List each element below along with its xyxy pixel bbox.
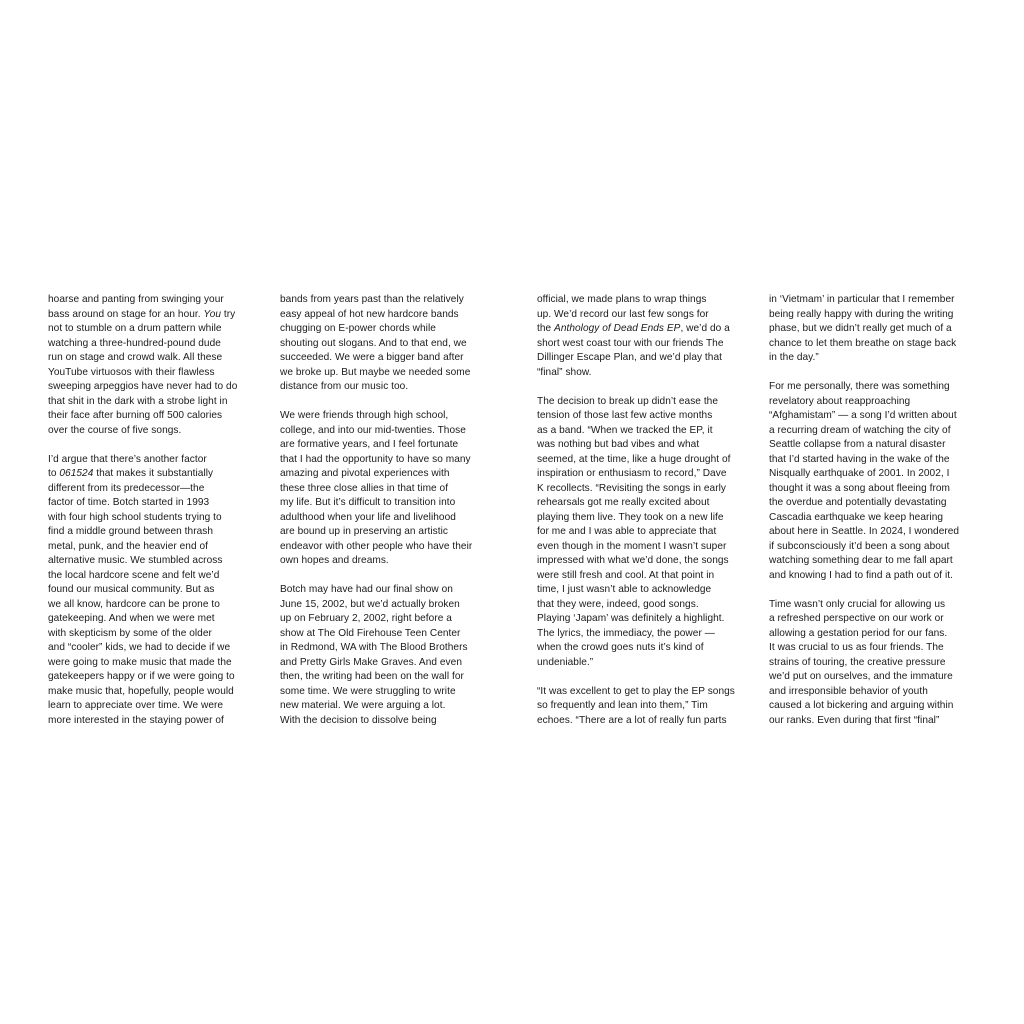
paragraph [48,453,253,729]
text-line: “final” show. [537,366,592,378]
text-line: adulthood when your life and livelihood [280,511,456,523]
text-line: make music that, hopefully, people would [48,685,234,697]
text-line: being really happy with during the writing [769,308,954,320]
text-line: official, we made plans to wrap things [537,294,707,305]
text-line: June 15, 2002, but we’d actually broken [280,598,460,610]
text-line: we’d put on ourselves, and the immature [769,671,953,682]
text-line: the Anthology of Dead Ends EP, we’d do a [537,323,730,334]
text-line: inspiration or enthusiasm to record,” Dave [537,468,727,479]
text-line: gatekeeping. And when we were met [48,613,215,624]
text-line: easy appeal of hot new hardcore bands [280,308,459,320]
text-line: as a band. “When we tracked the EP, it [537,424,713,436]
text-line: with skepticism by some of the older [48,627,212,639]
paragraph [769,293,984,366]
text-line: the overdue and potentially devastating [769,497,947,508]
text-column-4 [769,293,984,728]
text-line: not to stumble on a drum pattern while [48,323,222,334]
text-line: bass around on stage for an hour. You try [48,308,236,320]
text-line: up. We’d record our last few songs for [537,308,709,320]
text-line: playing them live. They took on a new life [537,511,724,523]
text-line: for me and I was able to appreciate that [537,526,717,537]
text-line: in ‘Vietmam’ in particular that I remember [769,294,955,305]
text-line: some time. We were struggling to write [280,685,456,697]
text-line: our ranks. Even during that first “final” [769,714,940,726]
text-line: up on February 2, 2002, right before a [280,613,452,624]
text-line: the local hardcore scene and felt we’d [48,569,220,581]
text-line: YouTube virtuosos with their flawless [48,366,215,378]
text-line: Botch may have had our final show on [280,584,453,595]
text-line: It was crucial to us as four friends. The [769,642,944,653]
text-line: that they were, indeed, good songs. [537,598,699,610]
text-line: show at The Old Firehouse Teen Center [280,627,461,639]
text-line: run on stage and crowd walk. All these [48,352,223,363]
text-line: The lyrics, the immediacy, the power — [537,627,715,639]
text-line: were going to make music that made the [48,656,232,668]
paragraph [280,293,490,395]
text-line: chugging on E-power chords while [280,323,436,334]
text-line: were still fresh and cool. At that point in [537,569,715,581]
text-line: shouting out slogans. And to that end, we [280,337,467,349]
text-line: tension of those last few active months [537,410,713,421]
text-line: thought it was a song about fleeing from [769,482,950,494]
text-line: about here in Seattle. In 2024, I wondered [769,526,960,537]
text-line: revelatory about reapproaching [769,395,911,407]
text-line: chance to let them breathe on stage back [769,337,957,349]
text-line: found our musical community. But as [48,584,215,595]
text-line: metal, punk, and the heavier end of [48,540,208,552]
text-line: then, the writing had been on the wall for [280,671,464,682]
text-line: these three close allies in that time of [280,482,449,494]
text-line: to 061524 that makes it substantially [48,468,214,479]
text-line: and irresponsible behavior of youth [769,685,928,697]
text-line: short west coast tour with our friends The [537,337,724,349]
paragraph [537,685,752,729]
text-line: succeeded. We were a bigger band after [280,352,464,363]
text-line: different from its predecessor—the [48,482,205,494]
text-line: rehearsals got me really excited about [537,497,710,508]
text-line: their face after burning off 500 calories [48,410,223,421]
text-line: with four high school students trying to [48,511,222,523]
text-line: so frequently and lean into them,” Tim [537,700,708,711]
text-line: “Afghamistam” — a song I’d written about [769,410,957,421]
text-line: even though in the moment I wasn’t super [537,540,727,552]
text-line: We were friends through high school, [280,410,449,421]
text-line: was nothing but bad vibes and what [537,439,700,450]
text-line: Dillinger Escape Plan, and we’d play that [537,352,722,363]
text-line: Seattle collapse from a natural disaster [769,439,946,450]
text-line: are bound up in preserving an artistic [280,526,448,537]
text-line: that I had the opportunity to have so many [280,453,471,465]
text-line: bands from years past than the relatively [280,294,464,305]
paragraph [537,395,752,671]
text-line: caused a lot bickering and arguing within [769,700,954,711]
paragraph [769,598,984,729]
text-line: and “cooler” kids, we had to decide if we [48,642,231,653]
text-line: distance from our music too. [280,381,409,392]
text-line: that I’d started having in the wake of the [769,453,950,465]
text-line: sweeping arpeggios have never had to do [48,381,238,392]
paragraph [280,409,490,569]
paragraph [48,293,253,438]
text-line: Cascadia earthquake we keep hearing [769,511,944,523]
text-line: my life. But it’s difficult to transition into [280,497,456,508]
text-column-3 [537,293,752,728]
text-line: college, and into our mid-twenties. Those [280,424,466,436]
text-line: learn to appreciate over time. We were [48,700,224,711]
text-line: and Pretty Girls Make Graves. And even [280,656,462,668]
text-line: over the course of five songs. [48,424,182,436]
text-line: in the day.” [769,352,819,363]
text-line: a refreshed perspective on our work or [769,613,944,624]
text-line: watching a three-hundred-pound dude [48,337,221,349]
text-line: time, I just wasn’t able to acknowledge [537,584,712,595]
text-line: factor of time. Botch started in 1993 [48,497,210,508]
text-line: if subconsciously it’d been a song about [769,540,950,552]
text-line: gatekeepers happy or if we were going to [48,671,235,682]
text-column-1 [48,293,253,728]
text-line: alternative music. We stumbled across [48,555,223,566]
text-line: and knowing I had to find a path out of it. [769,569,953,581]
paragraph [280,583,490,728]
text-line: strains of touring, the creative pressure [769,656,946,668]
text-line: K recollects. “Revisiting the songs in early [537,482,727,494]
text-line: we all know, hardcore can be prone to [48,598,220,610]
text-line: amazing and pivotal experiences with [280,468,450,479]
text-line: seemed, at the time, like a huge drought of [537,453,731,465]
text-line: The decision to break up didn’t ease the [537,395,719,407]
text-line: “It was excellent to get to play the EP songs [537,685,735,697]
text-line: For me personally, there was something [769,381,950,392]
text-line: when the crowd goes nuts it’s kind of [537,642,704,653]
paragraph [537,293,752,380]
text-line: watching something dear to me fall apart [769,555,953,566]
text-line: that shit in the dark with a strobe light in [48,395,228,407]
text-line: Time wasn’t only crucial for allowing us [769,598,946,610]
text-line: I’d argue that there’s another factor [48,453,207,465]
text-line: With the decision to dissolve being [280,714,437,726]
text-line: undeniable.” [537,656,594,668]
text-line: own hopes and dreams. [280,555,389,566]
text-line: hoarse and panting from swinging your [48,294,224,305]
text-line: more interested in the staying power of [48,714,224,726]
text-line: Nisqually earthquake of 2001. In 2002, I [769,468,950,479]
text-line: impressed with what we’d done, the songs [537,555,729,566]
text-line: we broke up. But maybe we needed some [280,366,471,378]
text-line: in Redmond, WA with The Blood Brothers [280,642,468,653]
text-line: Playing ‘Japam’ was definitely a highlight. [537,613,725,624]
text-line: new material. We were arguing a lot. [280,700,446,711]
paragraph [769,380,984,583]
text-line: phase, but we didn’t really get much of a [769,323,952,334]
text-line: allowing a gestation period for our fans. [769,627,948,639]
text-line: echoes. “There are a lot of really fun parts [537,714,727,726]
text-line: endeavor with other people who have their [280,540,473,552]
text-column-2 [280,293,490,728]
text-line: a recurring dream of watching the city of [769,424,951,436]
text-line: find a middle ground between thrash [48,526,214,537]
text-line: are formative years, and I feel fortunate [280,439,459,450]
